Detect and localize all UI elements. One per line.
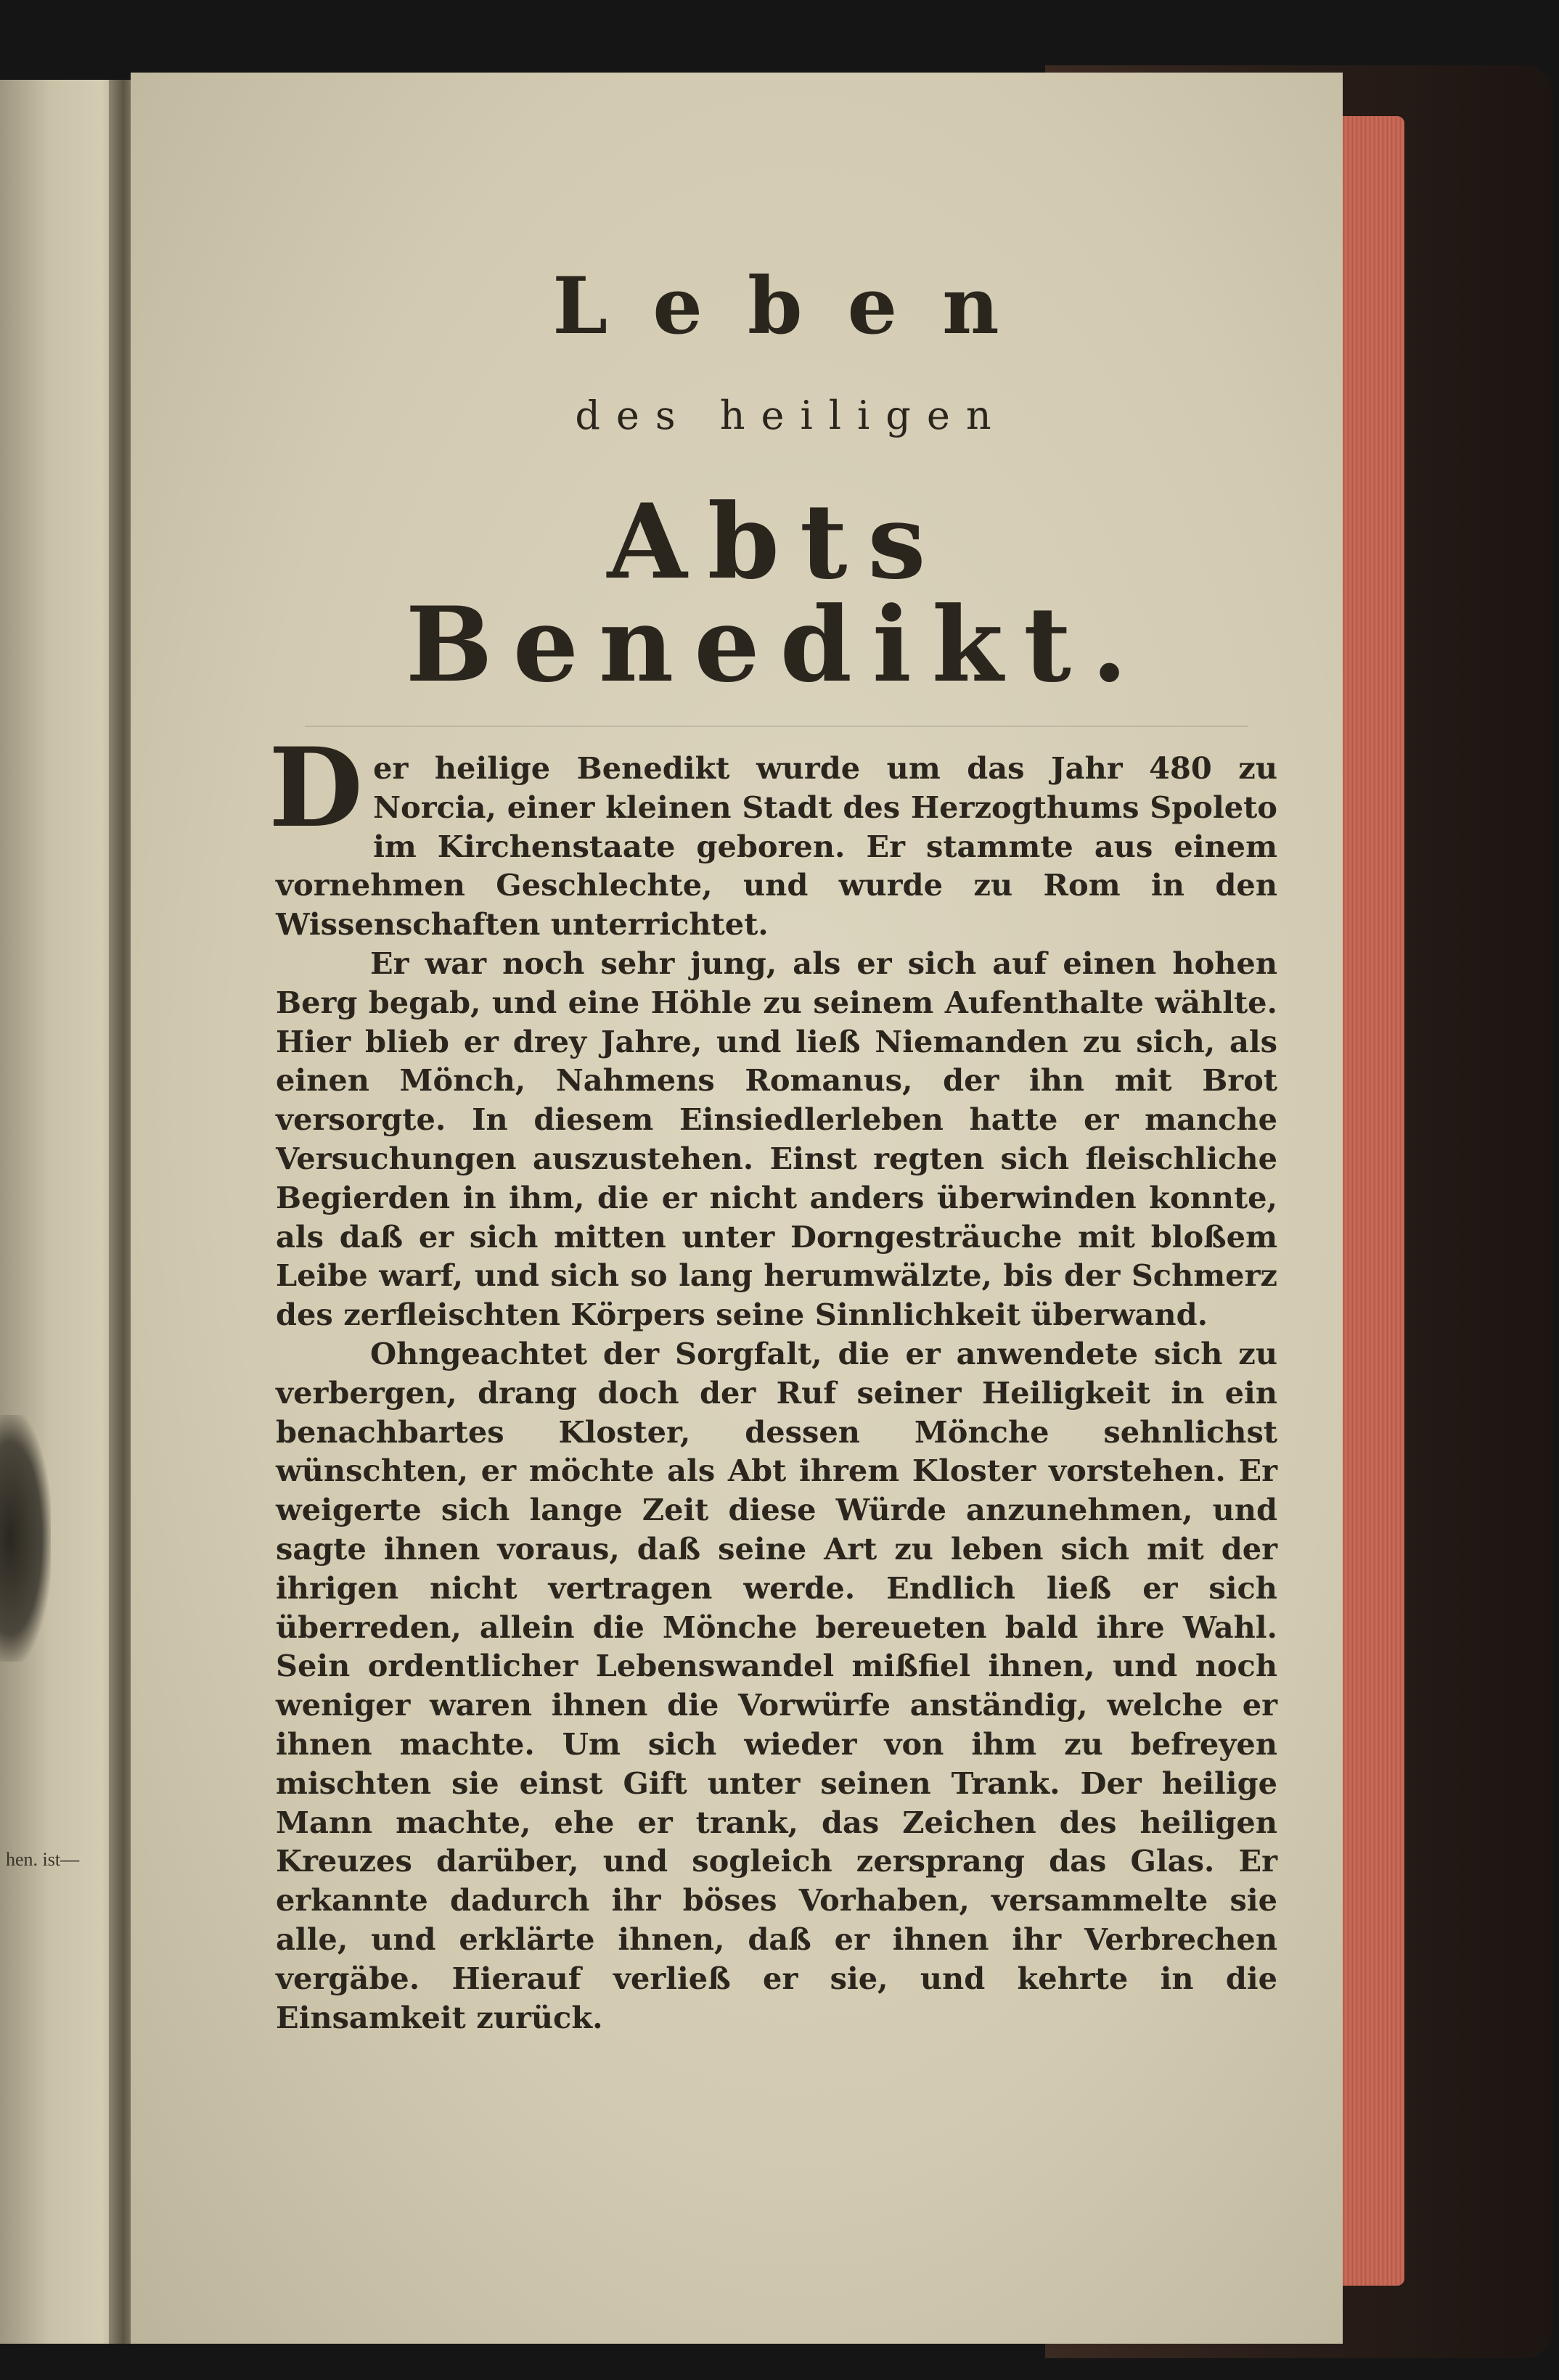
page-title: Leben (552, 260, 1044, 352)
paragraph-1 (269, 724, 1277, 944)
right-page (131, 73, 1343, 2344)
main-title: Abts Benedikt. (405, 482, 1148, 705)
paragraph-2: Er war noch sehr jung, als er sich auf einen hohen Berg begab, und eine Höhle zu seinem Aufenthalte wählte. Hier blieb er drey Jahre, und ließ Niemanden zu sich, als einen Mönch, Nahmens Romanus, der ihn mit Brot versorgte. In diesem Einsiedlerleben hatte er manche Versuchungen auszustehen. Einst regten sich fleischliche Begierden in ihm, die er nicht anders überwinden konnte, als daß er sich mitten unter Dorngesträuche mit bloßem Leibe warf, und sich so lang herumwälzte, bis der Schmerz des zerfleischten Körpers seine Sinnlichkeit überwand. (276, 945, 1277, 1333)
frontispiece-fragment (0, 1415, 51, 1662)
paragraph-1-text: er heilige Benedikt wurde um das Jahr 480 zu Norcia, einer kleinen Stadt des Herzogthums Spoleto im Kirchenstaate geboren. Er stammte aus einem vornehmen Geschlechte, und wurde zu Rom in den Wissenschaften unterrichtet. (276, 750, 1277, 943)
drop-cap: D (269, 724, 364, 852)
red-page-edges (1335, 116, 1404, 2286)
paragraph-3: Ohngeachtet der Sorgfalt, die er anwendete sich zu verbergen, drang doch der Ruf seiner Heiligkeit in ein benachbartes Kloster, dessen Mönche sehnlichst wünschten, er möchte als Abt ihrem Kloster vorstehen. Er weigerte sich lange Zeit diese Würde anzunehmen, und sagte ihnen voraus, daß seine Art zu leben sich mit der ihrigen nicht vertragen werde. Endlich ließ er sich überreden, allein die Mönche bereueten bald ihre Wahl. Sein ordentlicher Lebenswandel mißfiel ihnen, und noch weniger waren ihnen die Vorwürfe anständig, welche er ihnen machte. Um sich wieder von ihm zu befreyen mischten sie einst Gift unter seinen Trank. Der heilige Mann machte, ehe er trank, das Zeichen des heiligen Kreuzes darüber, und sogleich zersprang das Glas. Er erkannte dadurch ihr böses Vorhaben, versammelte sie alle, und erklärte ihnen, daß er ihnen ihr Verbrechen vergäbe. Hierauf verließ er sie, und kehrte in die Einsamkeit zurück. (276, 1335, 1277, 2035)
left-page-text-fragment: hen. ist— (6, 1849, 80, 1870)
page-subtitle: des heiligen (575, 393, 1007, 438)
left-page (0, 80, 127, 2344)
text-column (269, 160, 1277, 2037)
title-divider (305, 726, 1248, 727)
